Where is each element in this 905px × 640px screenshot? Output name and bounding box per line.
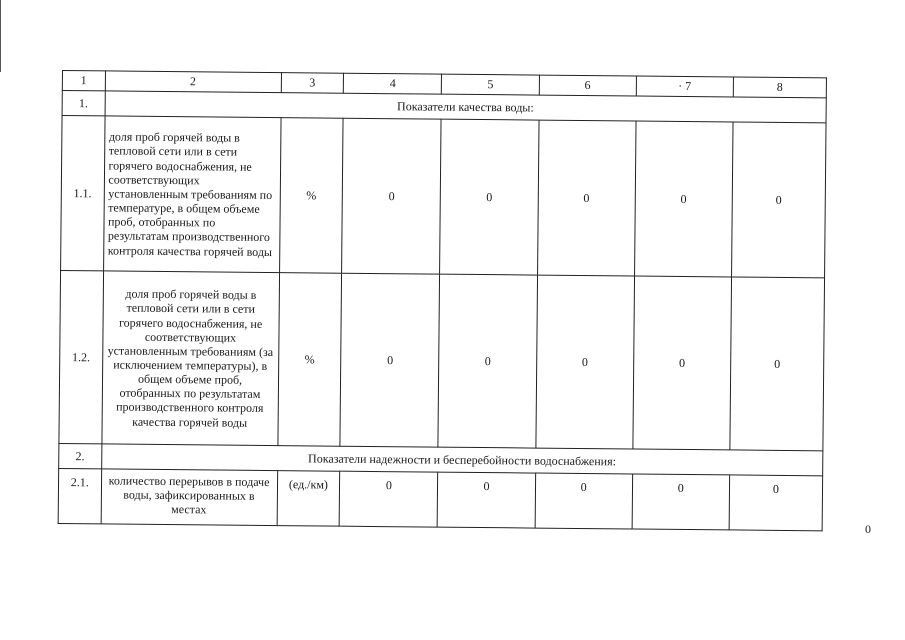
section-number: 1. <box>62 91 105 116</box>
section-title: Показатели качества воды: <box>105 91 827 123</box>
column-header: 3 <box>281 73 344 94</box>
row-value: 0 <box>339 471 438 527</box>
column-header: 2 <box>105 71 281 93</box>
row-unit: % <box>277 273 341 447</box>
row-value: 0 <box>729 475 823 531</box>
table-row <box>61 116 826 278</box>
row-value: 0 <box>537 120 636 276</box>
row-description: количество перерывов в подаче воды, зафиксированных в местах <box>101 469 278 526</box>
table-row <box>58 468 822 530</box>
row-value: 0 <box>440 119 539 275</box>
row-value: 0 <box>438 274 537 448</box>
row-description: доля проб горячей воды в тепловой сети или в сети горячего водоснабжения, не соответствующих установленным требованиям (за исключением температуры), в общем объеме проб, отобранных по результатам производственного контроля качества горячей воды <box>101 271 279 446</box>
row-value: 0 <box>535 275 634 449</box>
stray-value: 0 <box>865 522 871 536</box>
column-header: · 7 <box>636 76 733 97</box>
column-header: 4 <box>344 73 442 94</box>
row-number: 2.1. <box>58 468 101 523</box>
column-header: 5 <box>442 74 539 95</box>
row-description: доля проб горячей воды в тепловой сети или в сети горячего водоснабжения, не соответствующих установленным требованиям по температуре, в общем объеме проб, отобранных по результатам производственного контроля качества горячей воды <box>103 116 281 273</box>
column-header: 1 <box>62 71 105 91</box>
row-unit: (ед./км) <box>277 471 340 527</box>
column-header: 8 <box>733 77 826 98</box>
row-number: 1.1. <box>61 116 105 271</box>
row-value: 0 <box>342 118 442 274</box>
row-value: 0 <box>731 122 826 278</box>
row-value: 0 <box>632 474 730 530</box>
section-number: 2. <box>59 443 102 468</box>
indicators-table <box>58 70 827 531</box>
row-number: 1.2. <box>59 270 103 443</box>
row-value: 0 <box>535 473 633 529</box>
row-value: 0 <box>340 273 440 447</box>
row-value: 0 <box>633 276 732 450</box>
row-value: 0 <box>730 277 825 451</box>
row-value: 0 <box>438 472 536 528</box>
row-unit: % <box>279 118 343 274</box>
table-row <box>59 270 825 450</box>
document-page <box>58 70 832 531</box>
column-header: 6 <box>539 75 636 96</box>
row-value: 0 <box>634 121 733 277</box>
section-title: Показатели надежности и бесперебойности водоснабжения: <box>101 444 823 476</box>
page-edge-mark <box>0 0 4 72</box>
